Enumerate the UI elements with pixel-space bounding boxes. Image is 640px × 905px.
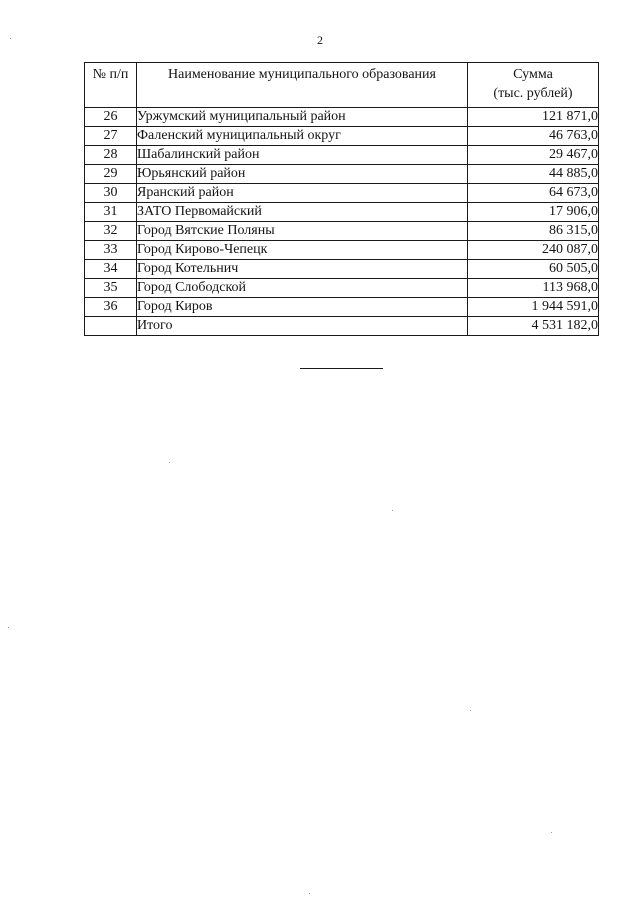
row-sum: 64 673,0 (468, 184, 599, 203)
table-row (85, 146, 599, 165)
end-of-document-line (300, 368, 383, 369)
scan-speck (8, 627, 9, 628)
total-sum: 4 531 182,0 (468, 317, 599, 336)
row-num: 28 (85, 146, 137, 165)
row-num: 26 (85, 108, 137, 127)
row-name: Шабалинский район (137, 146, 468, 165)
row-name: ЗАТО Первомайский (137, 203, 468, 222)
total-num (85, 317, 137, 336)
row-num: 33 (85, 241, 137, 260)
row-num: 35 (85, 279, 137, 298)
row-sum: 240 087,0 (468, 241, 599, 260)
row-name: Яранский район (137, 184, 468, 203)
row-name: Город Слободской (137, 279, 468, 298)
row-sum: 46 763,0 (468, 127, 599, 146)
row-sum: 29 467,0 (468, 146, 599, 165)
table-row (85, 184, 599, 203)
row-num: 32 (85, 222, 137, 241)
table-row (85, 241, 599, 260)
row-num: 36 (85, 298, 137, 317)
total-label: Итого (137, 317, 468, 336)
table-row (85, 127, 599, 146)
table-row (85, 203, 599, 222)
scan-speck (10, 38, 11, 39)
table-row (85, 260, 599, 279)
table-row (85, 108, 599, 127)
table-row (85, 279, 599, 298)
header-sum (468, 63, 599, 108)
row-sum: 17 906,0 (468, 203, 599, 222)
row-name: Город Кирово-Чепецк (137, 241, 468, 260)
row-name: Юрьянский район (137, 165, 468, 184)
municipal-sums-table (84, 62, 599, 336)
row-name: Фаленский муниципальный округ (137, 127, 468, 146)
table-row (85, 222, 599, 241)
scan-speck (551, 832, 552, 833)
table-row (85, 165, 599, 184)
row-sum: 86 315,0 (468, 222, 599, 241)
scan-speck (309, 893, 310, 894)
row-sum: 121 871,0 (468, 108, 599, 127)
scan-speck (470, 710, 471, 711)
row-name: Город Вятские Поляны (137, 222, 468, 241)
table-row (85, 298, 599, 317)
row-sum: 1 944 591,0 (468, 298, 599, 317)
row-num: 34 (85, 260, 137, 279)
table-total-row (85, 317, 599, 336)
scan-speck (392, 510, 393, 511)
header-sum-line2: (тыс. рублей) (493, 86, 573, 101)
row-num: 30 (85, 184, 137, 203)
row-sum: 44 885,0 (468, 165, 599, 184)
row-num: 31 (85, 203, 137, 222)
header-num: № п/п (85, 63, 137, 108)
row-num: 29 (85, 165, 137, 184)
row-name: Город Киров (137, 298, 468, 317)
row-sum: 113 968,0 (468, 279, 599, 298)
scan-speck (169, 462, 170, 463)
row-num: 27 (85, 127, 137, 146)
header-sum-line1: Сумма (513, 67, 553, 82)
row-name: Город Котельнич (137, 260, 468, 279)
header-name: Наименование муниципального образования (137, 63, 468, 108)
row-sum: 60 505,0 (468, 260, 599, 279)
page-number: 2 (317, 33, 323, 47)
row-name: Уржумский муниципальный район (137, 108, 468, 127)
table-header-row (85, 63, 599, 108)
